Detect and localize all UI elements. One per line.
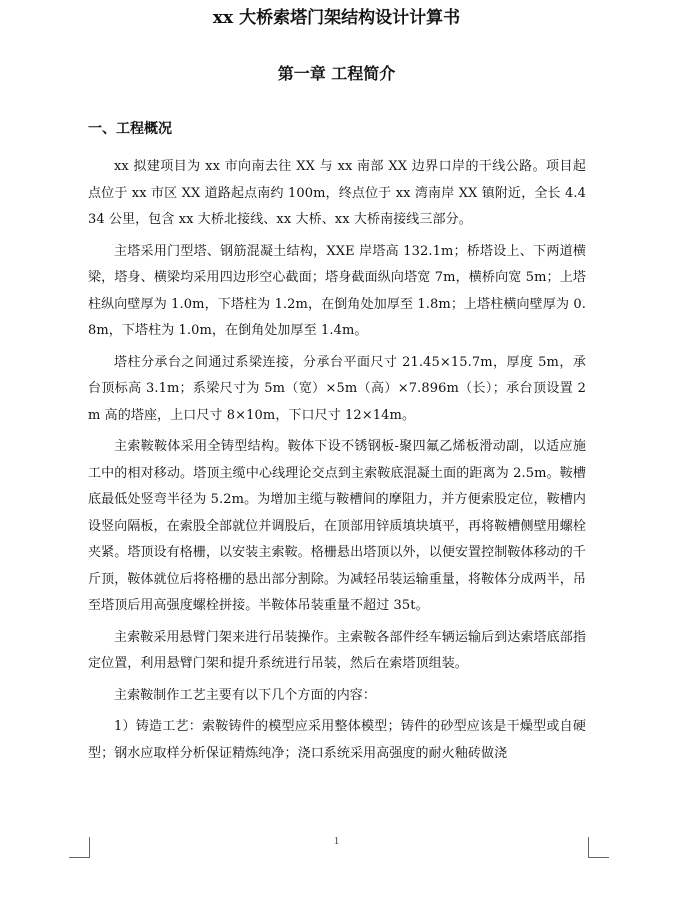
paragraph: 1）铸造工艺：索鞍铸件的模型应采用整体模型；铸件的砂型应该是干燥型或自硬型；钢水应取样分析保证精炼纯净；浇口系统采用高强度的耐火釉砖做浇	[88, 719, 586, 761]
document-body	[88, 154, 586, 772]
paragraph: 塔柱分承台之间通过系梁连接，分承台平面尺寸 21.45×15.7m，厚度 5m，承台顶标高 3.1m；系梁尺寸为 5m（宽）×5m（高）×7.896m（长）；承台顶设置 2m 高的塔座，上口尺寸 8×10m，下口尺寸 12×14m。	[88, 354, 586, 423]
paragraph: xx 拟建项目为 xx 市向南去往 XX 与 xx 南部 XX 边界口岸的干线公路。项目起点位于 xx 市区 XX 道路起点南约 100m，终点位于 xx 湾南岸 XX 镇附近，全长 4.434 公里，包含 xx 大桥北接线、xx 大桥、xx 大桥南接线三部分。	[88, 159, 586, 227]
paragraph: 主索鞍鞍体采用全铸型结构。鞍体下设不锈钢板-聚四氟乙烯板滑动副，以适应施工中的相对移动。塔顶主缆中心线理论交点到主索鞍底混凝土面的距离为 2.5m。鞍槽底最低处竖弯半径为 5.2m。为增加主缆与鞍槽间的摩阻力，并方便索股定位，鞍槽内设竖向隔板，在索股全部就位并调股后，在顶部用锌质填块填平，再将鞍槽侧壁用螺栓夹紧。塔顶设有格栅，以安装主索鞍。格栅悬出塔顶以外，以便安置控制鞍体移动的千斤顶，鞍体就位后将格栅的悬出部分割除。为减轻吊装运输重量，将鞍体分成两半，吊至塔顶后用高强度螺栓拼接。半鞍体吊装重量不超过 35t。	[88, 439, 586, 613]
paragraph: 主索鞍制作工艺主要有以下几个方面的内容：	[114, 687, 377, 703]
document-title: xx 大桥索塔门架结构设计计算书	[212, 8, 461, 28]
paragraph: 主索鞍采用悬臂门架来进行吊装操作。主索鞍各部件经车辆运输后到达索塔底部指定位置，利用悬臂门架和提升系统进行吊装，然后在索塔顶组装。	[88, 629, 586, 671]
chapter-title: 第一章 工程简介	[277, 64, 396, 83]
paragraph: 主塔采用门型塔、钢筋混凝土结构，XXE 岸塔高 132.1m；桥塔设上、下两道横梁，塔身、横梁均采用四边形空心截面；塔身截面纵向塔宽 7m，横桥向宽 5m；上塔柱纵向壁厚为 1.0m，下塔柱为 1.2m，在倒角处加厚至 1.8m；上塔柱横向壁厚为 0.8m，下塔柱为 1.0m，在倒角处加厚至 1.4m。	[88, 243, 586, 338]
section-title: 一、工程概况	[88, 121, 172, 137]
page-number: 1	[333, 835, 340, 847]
